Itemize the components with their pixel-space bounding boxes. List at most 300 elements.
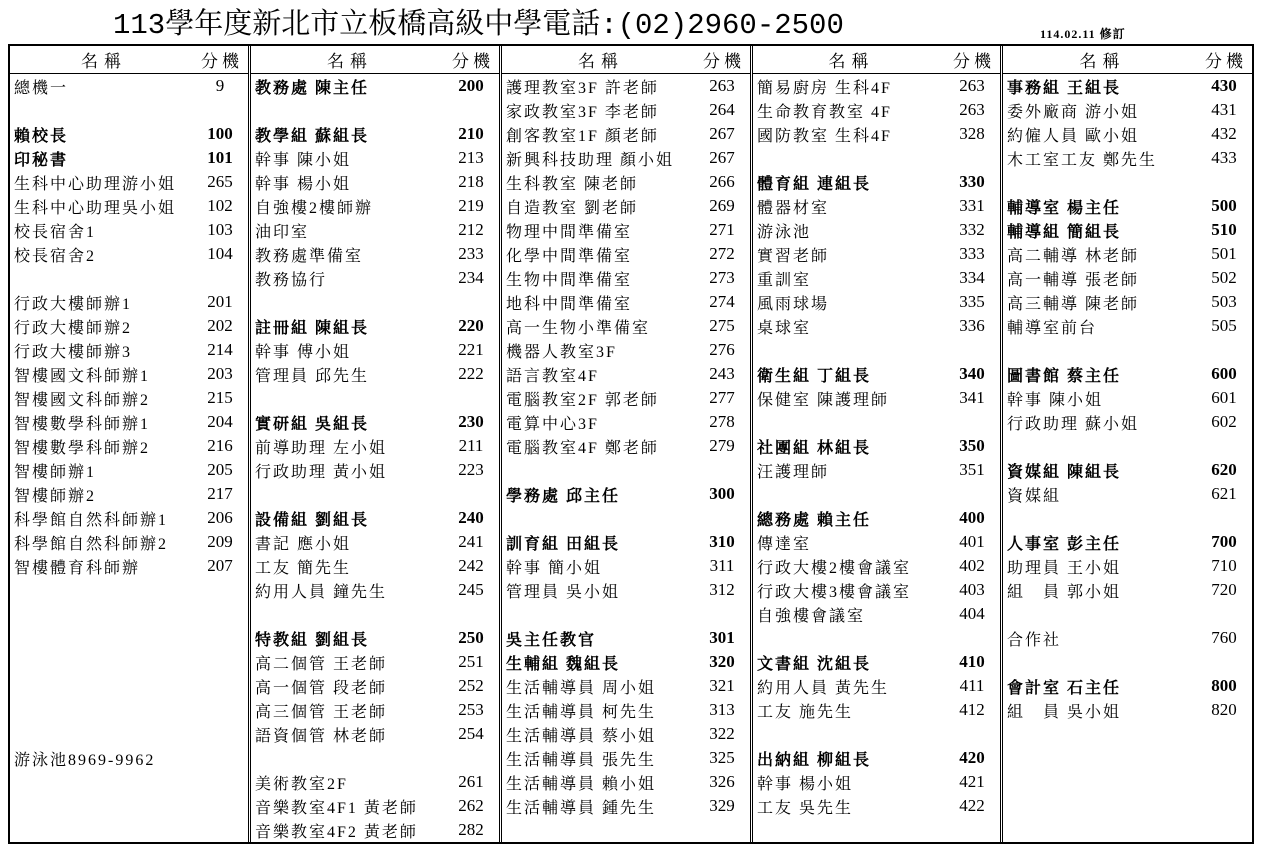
directory-rows [753, 74, 1000, 842]
blank-row [753, 482, 1000, 506]
blank-row [753, 410, 1000, 434]
directory-row [251, 410, 499, 434]
entry-extension: 340 [959, 364, 985, 383]
directory-row [10, 530, 248, 554]
directory-row [1003, 242, 1252, 266]
blank-row [10, 650, 248, 674]
entry-name: 自強樓2樓師辦 [255, 199, 374, 217]
entry-extension: 215 [207, 388, 233, 407]
directory-row [10, 434, 248, 458]
entry-extension: 201 [207, 292, 233, 311]
entry-extension: 321 [709, 676, 735, 695]
entry-name: 體育組 連組長 [757, 175, 872, 193]
blank-row [1003, 650, 1252, 674]
entry-name: 幹事 傅小姐 [255, 343, 352, 361]
entry-name: 管理員 邱先生 [255, 367, 370, 385]
blank-row [1003, 602, 1252, 626]
entry-name: 幹事 楊小姐 [757, 775, 854, 793]
directory-row [502, 122, 750, 146]
blank-row [1003, 170, 1252, 194]
entry-extension: 203 [207, 364, 233, 383]
entry-extension: 245 [458, 580, 484, 599]
entry-name: 實研組 吳組長 [255, 415, 370, 433]
directory-rows [502, 74, 750, 842]
blank-row [753, 626, 1000, 650]
directory-row [10, 122, 248, 146]
directory-row [753, 74, 1000, 98]
entry-name: 行政大樓2樓會議室 [757, 559, 912, 577]
entry-extension: 254 [458, 724, 484, 743]
revision-date: 114.02.11 修訂 [1040, 27, 1126, 41]
column-header-name: 名稱 [327, 52, 373, 71]
directory-row [1003, 458, 1252, 482]
directory-row [753, 554, 1000, 578]
directory-row [10, 338, 248, 362]
entry-extension: 720 [1211, 580, 1237, 599]
entry-extension: 432 [1211, 124, 1237, 143]
directory-row [753, 794, 1000, 818]
entry-name: 電算中心3F [506, 415, 599, 433]
blank-row [10, 266, 248, 290]
column-header-name: 名稱 [828, 52, 875, 71]
entry-name: 助理員 王小姐 [1007, 559, 1122, 577]
entry-name: 音樂教室4F1 黃老師 [255, 799, 418, 817]
entry-name: 語言教室4F [506, 367, 599, 385]
entry-extension: 200 [458, 76, 484, 95]
directory-row [10, 386, 248, 410]
directory-row [502, 338, 750, 362]
directory-column [753, 46, 1003, 842]
directory-row [753, 746, 1000, 770]
directory-row [1003, 530, 1252, 554]
entry-extension: 282 [458, 820, 484, 839]
entry-extension: 404 [959, 604, 985, 623]
entry-extension: 273 [709, 268, 735, 287]
directory-row [1003, 386, 1252, 410]
directory-row [753, 122, 1000, 146]
entry-extension: 217 [207, 484, 233, 503]
entry-extension: 277 [709, 388, 735, 407]
entry-extension: 502 [1211, 268, 1237, 287]
entry-extension: 760 [1211, 628, 1237, 647]
entry-name: 出納組 柳組長 [757, 751, 872, 769]
blank-row [251, 602, 499, 626]
directory-row [10, 218, 248, 242]
directory-row [502, 530, 750, 554]
entry-name: 智樓國文科師辦2 [14, 391, 151, 409]
entry-name: 高一個管 段老師 [255, 679, 388, 697]
entry-name: 語資個管 林老師 [255, 727, 388, 745]
directory-row [753, 458, 1000, 482]
entry-extension: 265 [207, 172, 233, 191]
blank-row [251, 482, 499, 506]
entry-extension: 213 [458, 148, 484, 167]
entry-extension: 410 [959, 652, 985, 671]
column-header-extension: 分機 [201, 52, 243, 71]
entry-name: 傳達室 [757, 535, 812, 553]
entry-extension: 222 [458, 364, 484, 383]
entry-name: 書記 應小姐 [255, 535, 352, 553]
entry-name: 行政大樓3樓會議室 [757, 583, 912, 601]
entry-name: 約僱人員 歐小姐 [1007, 127, 1140, 145]
entry-name: 體器材室 [757, 199, 830, 217]
entry-extension: 422 [959, 796, 985, 815]
blank-row [1003, 818, 1252, 842]
directory-row [251, 194, 499, 218]
directory-row [502, 722, 750, 746]
blank-row [10, 722, 248, 746]
directory-row [753, 170, 1000, 194]
directory-row [753, 314, 1000, 338]
entry-extension: 312 [709, 580, 735, 599]
entry-extension: 230 [458, 412, 484, 431]
entry-name: 高二輔導 林老師 [1007, 247, 1140, 265]
entry-name: 總機一 [14, 79, 69, 97]
entry-extension: 202 [207, 316, 233, 335]
entry-extension: 212 [458, 220, 484, 239]
entry-name: 生活輔導員 張先生 [506, 751, 657, 769]
entry-extension: 242 [458, 556, 484, 575]
entry-name: 輔導組 簡組長 [1007, 223, 1122, 241]
entry-name: 委外廠商 游小姐 [1007, 103, 1140, 121]
entry-name: 簡易廚房 生科4F [757, 79, 892, 97]
column-header-name: 名稱 [1079, 52, 1126, 71]
directory-row [10, 458, 248, 482]
blank-row [10, 818, 248, 842]
entry-name: 幹事 陳小姐 [1007, 391, 1104, 409]
directory-row [753, 698, 1000, 722]
directory-rows [1003, 74, 1252, 842]
entry-name: 高二個管 王老師 [255, 655, 388, 673]
entry-extension: 263 [959, 76, 985, 95]
entry-name: 教務處 陳主任 [255, 79, 370, 97]
entry-name: 組 員 郭小姐 [1007, 583, 1122, 601]
directory-row [502, 674, 750, 698]
entry-extension: 207 [207, 556, 233, 575]
entry-extension: 221 [458, 340, 484, 359]
directory-row [251, 650, 499, 674]
directory-row [10, 146, 248, 170]
entry-name: 輔導室前台 [1007, 319, 1098, 337]
entry-name: 會計室 石主任 [1007, 679, 1122, 697]
directory-row [753, 362, 1000, 386]
directory-row [753, 386, 1000, 410]
entry-name: 生科教室 陳老師 [506, 175, 639, 193]
entry-name: 生輔組 魏組長 [506, 655, 621, 673]
directory-row [10, 746, 248, 770]
entry-name: 汪護理師 [757, 463, 830, 481]
directory-row [753, 674, 1000, 698]
directory-rows [251, 74, 499, 842]
entry-name: 工友 簡先生 [255, 559, 352, 577]
entry-extension: 503 [1211, 292, 1237, 311]
entry-extension: 264 [709, 100, 735, 119]
directory-row [502, 242, 750, 266]
directory-row [502, 98, 750, 122]
entry-extension: 601 [1211, 388, 1237, 407]
directory-row [10, 74, 248, 98]
entry-extension: 320 [709, 652, 735, 671]
directory-row [1003, 122, 1252, 146]
entry-extension: 600 [1211, 364, 1237, 383]
entry-name: 自強樓會議室 [757, 607, 866, 625]
directory-row [753, 770, 1000, 794]
entry-extension: 253 [458, 700, 484, 719]
blank-row [1003, 506, 1252, 530]
directory-row [1003, 74, 1252, 98]
page-title: 113學年度新北市立板橋高級中學電話:(02)2960-2500 [113, 9, 844, 42]
entry-extension: 332 [959, 220, 985, 239]
entry-extension: 261 [458, 772, 484, 791]
entry-extension: 266 [709, 172, 735, 191]
directory-rows [10, 74, 248, 842]
blank-row [10, 674, 248, 698]
entry-name: 教務協行 [255, 271, 328, 289]
entry-name: 印秘書 [14, 151, 69, 169]
entry-extension: 411 [959, 676, 985, 695]
entry-name: 電腦教室4F 鄭老師 [506, 439, 659, 457]
directory-row [753, 530, 1000, 554]
entry-name: 行政助理 蘇小姐 [1007, 415, 1140, 433]
directory-row [502, 314, 750, 338]
entry-extension: 241 [458, 532, 484, 551]
entry-name: 木工室工友 鄭先生 [1007, 151, 1158, 169]
directory-row [502, 746, 750, 770]
directory-row [251, 338, 499, 362]
directory-row [10, 554, 248, 578]
directory-row [1003, 410, 1252, 434]
directory-row [251, 434, 499, 458]
blank-row [10, 698, 248, 722]
entry-name: 新興科技助理 顏小姐 [506, 151, 675, 169]
column-header-extension: 分機 [953, 52, 995, 71]
entry-extension: 326 [709, 772, 735, 791]
directory-row [10, 362, 248, 386]
column-header [251, 46, 499, 74]
entry-extension: 220 [458, 316, 484, 335]
blank-row [10, 794, 248, 818]
entry-name: 資媒組 [1007, 487, 1062, 505]
entry-name: 智樓體育科師辦 [14, 559, 141, 577]
entry-name: 人事室 彭主任 [1007, 535, 1122, 553]
directory-row [1003, 266, 1252, 290]
column-header [753, 46, 1000, 74]
directory-row [251, 266, 499, 290]
directory-row [502, 554, 750, 578]
entry-extension: 402 [959, 556, 985, 575]
directory-row [502, 386, 750, 410]
directory-row [1003, 290, 1252, 314]
directory-row [10, 290, 248, 314]
blank-row [502, 506, 750, 530]
column-header [502, 46, 750, 74]
entry-extension: 267 [709, 124, 735, 143]
directory-column [10, 46, 251, 842]
directory-row [502, 266, 750, 290]
entry-extension: 210 [458, 124, 484, 143]
directory-row [502, 626, 750, 650]
directory-row [10, 194, 248, 218]
directory-column [251, 46, 502, 842]
entry-name: 自造教室 劉老師 [506, 199, 639, 217]
entry-name: 化學中間準備室 [506, 247, 633, 265]
directory-row [753, 194, 1000, 218]
entry-name: 智樓數學科師辦2 [14, 439, 151, 457]
entry-name: 游泳池 [757, 223, 812, 241]
entry-extension: 300 [709, 484, 735, 503]
entry-name: 高一輔導 張老師 [1007, 271, 1140, 289]
directory-row [251, 122, 499, 146]
directory-row [10, 314, 248, 338]
entry-name: 物理中間準備室 [506, 223, 633, 241]
blank-row [753, 338, 1000, 362]
directory-row [1003, 554, 1252, 578]
entry-extension: 250 [458, 628, 484, 647]
entry-name: 音樂教室4F2 黃老師 [255, 823, 418, 841]
entry-extension: 350 [959, 436, 985, 455]
entry-name: 註冊組 陳組長 [255, 319, 370, 337]
entry-extension: 101 [207, 148, 233, 167]
directory-row [753, 578, 1000, 602]
directory-row [502, 194, 750, 218]
entry-name: 油印室 [255, 223, 310, 241]
directory-row [251, 818, 499, 842]
directory-row [502, 74, 750, 98]
entry-extension: 328 [959, 124, 985, 143]
entry-name: 賴校長 [14, 127, 69, 145]
entry-name: 工友 吳先生 [757, 799, 854, 817]
blank-row [502, 818, 750, 842]
directory-row [753, 290, 1000, 314]
entry-extension: 820 [1211, 700, 1237, 719]
entry-name: 生活輔導員 鍾先生 [506, 799, 657, 817]
directory-row [753, 242, 1000, 266]
entry-extension: 710 [1211, 556, 1237, 575]
column-header-extension: 分機 [703, 52, 745, 71]
directory-row [753, 266, 1000, 290]
entry-name: 前導助理 左小姐 [255, 439, 388, 457]
blank-row [502, 602, 750, 626]
entry-extension: 510 [1211, 220, 1237, 239]
directory-row [251, 674, 499, 698]
entry-name: 管理員 吳小姐 [506, 583, 621, 601]
entry-name: 生活輔導員 柯先生 [506, 703, 657, 721]
entry-name: 生科中心助理游小姐 [14, 175, 177, 193]
entry-extension: 431 [1211, 100, 1237, 119]
blank-row [1003, 338, 1252, 362]
entry-extension: 341 [959, 388, 985, 407]
entry-extension: 252 [458, 676, 484, 695]
entry-name: 護理教室3F 許老師 [506, 79, 659, 97]
entry-extension: 400 [959, 508, 985, 527]
directory-row [1003, 314, 1252, 338]
entry-name: 校長宿舍2 [14, 247, 97, 265]
entry-extension: 700 [1211, 532, 1237, 551]
directory-row [10, 506, 248, 530]
entry-name: 學務處 邱主任 [506, 487, 621, 505]
entry-name: 資媒組 陳組長 [1007, 463, 1122, 481]
directory-row [1003, 218, 1252, 242]
blank-row [1003, 770, 1252, 794]
directory-row [251, 146, 499, 170]
entry-name: 吳主任教官 [506, 631, 597, 649]
entry-extension: 269 [709, 196, 735, 215]
entry-extension: 620 [1211, 460, 1237, 479]
directory-row [251, 554, 499, 578]
directory-row [1003, 194, 1252, 218]
entry-name: 生物中間準備室 [506, 271, 633, 289]
entry-extension: 301 [709, 628, 735, 647]
entry-name: 幹事 陳小姐 [255, 151, 352, 169]
column-header [10, 46, 248, 74]
entry-extension: 240 [458, 508, 484, 527]
entry-extension: 216 [207, 436, 233, 455]
entry-name: 輔導室 楊主任 [1007, 199, 1122, 217]
entry-extension: 621 [1211, 484, 1237, 503]
column-header-extension: 分機 [452, 52, 494, 71]
entry-extension: 276 [709, 340, 735, 359]
entry-name: 行政大樓師辦1 [14, 295, 133, 313]
entry-extension: 800 [1211, 676, 1237, 695]
directory-row [251, 362, 499, 386]
entry-name: 智樓國文科師辦1 [14, 367, 151, 385]
directory-row [502, 362, 750, 386]
entry-extension: 329 [709, 796, 735, 815]
column-header [1003, 46, 1252, 74]
entry-name: 行政助理 黃小姐 [255, 463, 388, 481]
entry-name: 總務處 賴主任 [757, 511, 872, 529]
entry-extension: 267 [709, 148, 735, 167]
directory-row [502, 650, 750, 674]
entry-name: 行政大樓師辦3 [14, 343, 133, 361]
blank-row [10, 602, 248, 626]
entry-extension: 433 [1211, 148, 1237, 167]
entry-extension: 333 [959, 244, 985, 263]
directory-column [1003, 46, 1252, 842]
entry-extension: 500 [1211, 196, 1237, 215]
entry-name: 電腦教室2F 郭老師 [506, 391, 659, 409]
blank-row [1003, 434, 1252, 458]
entry-extension: 278 [709, 412, 735, 431]
entry-name: 圖書館 蔡主任 [1007, 367, 1122, 385]
entry-extension: 234 [458, 268, 484, 287]
entry-extension: 420 [959, 748, 985, 767]
entry-name: 教務處準備室 [255, 247, 364, 265]
entry-extension: 325 [709, 748, 735, 767]
blank-row [753, 146, 1000, 170]
entry-extension: 223 [458, 460, 484, 479]
entry-extension: 209 [207, 532, 233, 551]
directory-row [1003, 482, 1252, 506]
entry-name: 事務組 王組長 [1007, 79, 1122, 97]
directory-row [251, 722, 499, 746]
entry-name: 工友 施先生 [757, 703, 854, 721]
directory-row [251, 74, 499, 98]
directory-row [502, 218, 750, 242]
entry-name: 家政教室3F 李老師 [506, 103, 659, 121]
entry-extension: 243 [709, 364, 735, 383]
entry-name: 智樓數學科師辦1 [14, 415, 151, 433]
entry-name: 地科中間準備室 [506, 295, 633, 313]
entry-extension: 204 [207, 412, 233, 431]
directory-column [502, 46, 753, 842]
entry-extension: 275 [709, 316, 735, 335]
entry-extension: 263 [959, 100, 985, 119]
directory-row [753, 218, 1000, 242]
entry-name: 衛生組 丁組長 [757, 367, 872, 385]
entry-name: 重訓室 [757, 271, 812, 289]
directory-row [10, 410, 248, 434]
